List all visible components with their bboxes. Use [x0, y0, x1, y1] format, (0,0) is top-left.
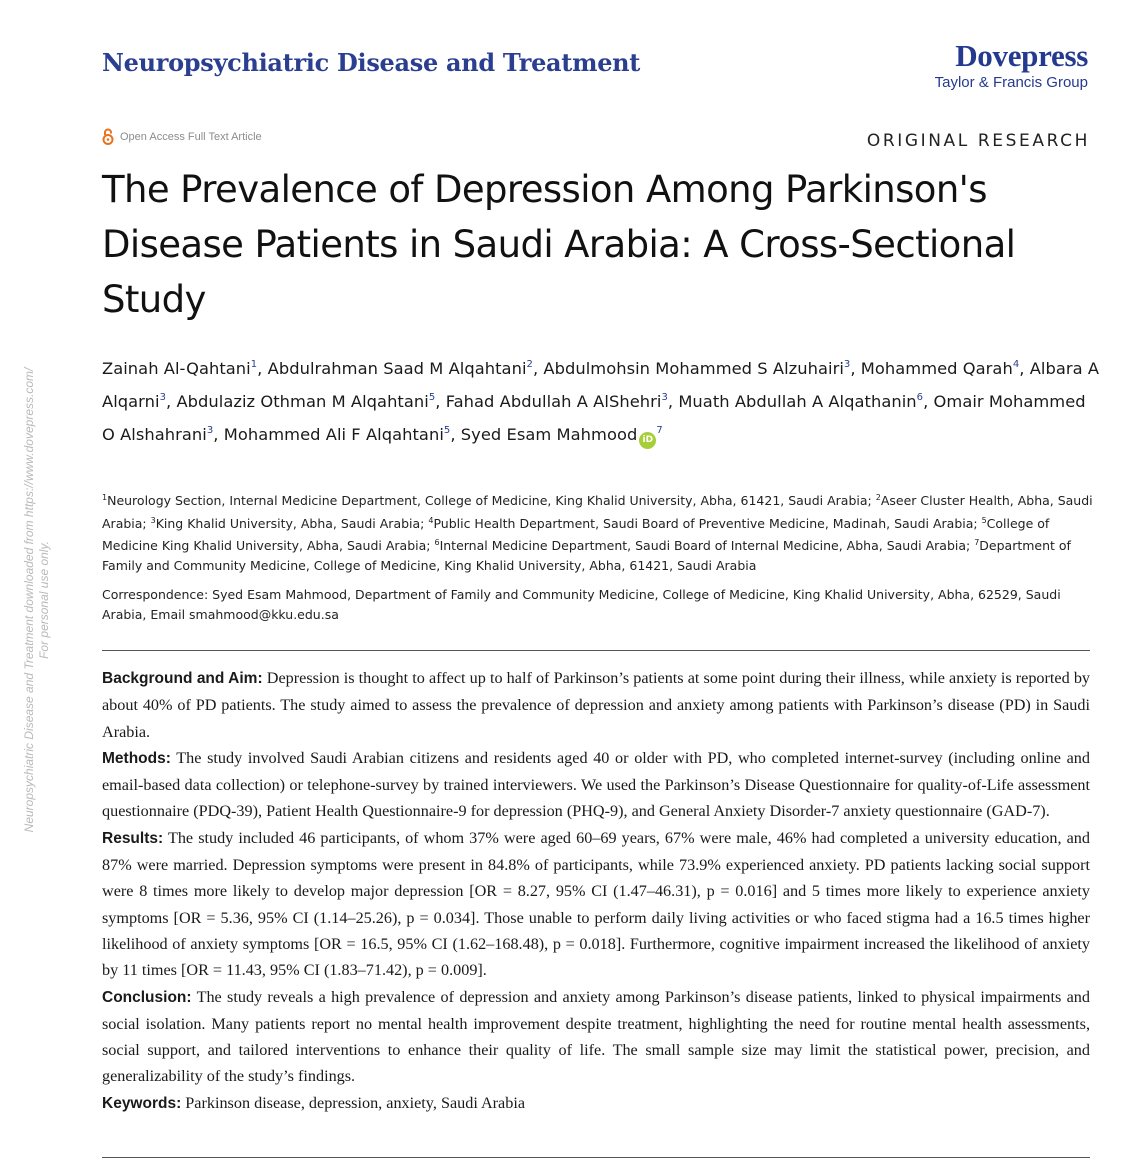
- affiliation-number: 4: [428, 515, 434, 525]
- background-text: Depression is thought to affect up to half of Parkinson’s patients at some point during their illness, while anxiety is reported by about 40% of PD patients. The study aimed to assess the prevalence of depression and anxiety among patients with Parkinson’s disease (PD) in Saudi Arabia.: [102, 669, 1091, 741]
- affiliation-number: 6: [434, 538, 440, 548]
- affiliation-text: Department of Family and Community Medicine, College of Medicine, King Khalid University, Abha, 61421, Saudi Arabia: [102, 538, 1071, 573]
- author-name: Mohammed Qarah: [860, 359, 1013, 378]
- results-heading: Results:: [102, 829, 164, 847]
- author: [176, 392, 435, 411]
- author-name: Zainah Al-Qahtani: [102, 359, 251, 378]
- abstract-keywords: [102, 1090, 1090, 1117]
- author: [543, 359, 850, 378]
- author-name: Abdulaziz Othman M Alqahtani: [176, 392, 429, 411]
- affiliation-marker[interactable]: 3: [206, 425, 214, 436]
- affiliation-marker[interactable]: 7: [656, 425, 663, 436]
- download-watermark: [22, 368, 52, 833]
- author: [102, 359, 257, 378]
- abstract: [102, 665, 1090, 1117]
- affiliation-text: King Khalid University, Abha, Saudi Arabia;: [155, 515, 429, 531]
- watermark-line-1: Neuropsychiatric Disease and Treatment downloaded from https://www.dovepress.com/: [22, 367, 36, 833]
- author: [446, 392, 668, 411]
- author-name: Syed Esam Mahmood: [460, 425, 638, 444]
- affiliation-text: College of Medicine King Khalid University, Abha, Saudi Arabia;: [102, 515, 1050, 554]
- affiliation-text: Neurology Section, Internal Medicine Department, College of Medicine, King Khalid University, Abha, 61421, Saudi Arabia;: [107, 493, 876, 508]
- journal-name: Neuropsychiatric Disease and Treatment: [102, 48, 641, 77]
- author-name: Omair Mohammed O Alshahrani: [102, 392, 1086, 444]
- publisher-group: Taylor & Francis Group: [934, 74, 1088, 91]
- article-category: ORIGINAL RESEARCH: [866, 131, 1090, 151]
- affiliation-marker[interactable]: 2: [526, 359, 533, 370]
- affiliation-marker[interactable]: 3: [661, 392, 668, 403]
- author: [461, 425, 663, 444]
- affiliation-number: 1: [102, 493, 108, 502]
- affiliations: [102, 488, 1102, 575]
- affiliation-text: Aseer Cluster Health, Abha, Saudi Arabia;: [102, 493, 1093, 531]
- watermark-line-2: For personal use only.: [37, 541, 51, 659]
- affiliation-text: Public Health Department, Saudi Board of Preventive Medicine, Madinah, Saudi Arabia;: [433, 515, 982, 531]
- affiliation-number: 2: [875, 493, 881, 502]
- affiliation-number: 5: [981, 515, 987, 525]
- author-name: Albara A Alqarni: [102, 359, 1100, 411]
- affiliation-marker[interactable]: 6: [916, 392, 924, 403]
- abstract-conclusion: [102, 984, 1090, 1090]
- correspondence: Correspondence: Syed Esam Mahmood, Department of Family and Community Medicine, College of Medicine, King Khalid University, Abha, 62529, Saudi Arabia, Email smahmood@kku.edu.sa: [102, 587, 1061, 622]
- divider-top: [102, 650, 1090, 651]
- author: [224, 425, 451, 444]
- orcid-icon[interactable]: iD: [639, 432, 656, 449]
- methods-heading: Methods:: [102, 749, 171, 767]
- affiliation-marker[interactable]: 1: [250, 359, 258, 370]
- open-access-text: Open Access Full Text Article: [120, 130, 262, 143]
- author-name: Muath Abdullah A Alqathanin: [678, 392, 917, 411]
- publisher-name: Dovepress: [955, 38, 1088, 73]
- results-text: The study included 46 participants, of whom 37% were aged 60–69 years, 67% were male, 46% had completed a university education, and 87% were married. Depression symptoms were present in 84.8% of participants, while 73.9% experienced anxiety. PD patients lacking social support were 8 times more likely to develop major depression [OR = 8.27, 95% CI (1.47–46.31), p = 0.016] and 5 times more likely to experience anxiety symptoms [OR = 5.36, 95% CI (1.14–25.26), p = 0.034]. Those unable to perform daily living activities or who faced stigma had a 16.5 times higher likelihood of anxiety symptoms [OR = 16.5, 95% CI (1.62–168.48), p = 0.018]. Furthermore, cognitive impairment increased the likelihood of anxiety by 11 times [OR = 11.43, 95% CI (1.83–71.42), p = 0.009].: [102, 828, 1090, 980]
- affiliation-marker[interactable]: 5: [443, 425, 451, 436]
- open-access-label: [102, 128, 262, 145]
- keywords-heading: Keywords:: [102, 1094, 182, 1112]
- conclusion-heading: Conclusion:: [102, 988, 192, 1006]
- abstract-background: [102, 665, 1090, 745]
- keywords-text: Parkinson disease, depression, anxiety, Saudi Arabia: [181, 1093, 526, 1112]
- affiliation-number: 7: [974, 538, 980, 548]
- open-access-icon: [102, 128, 114, 145]
- author-name: Mohammed Ali F Alqahtani: [223, 425, 444, 444]
- article-title: The Prevalence of Depression Among Parkinson's Disease Patients in Saudi Arabia: A Cross-Sectional Study: [102, 168, 1016, 321]
- affiliation-text: Internal Medicine Department, Saudi Board of Internal Medicine, Abha, Saudi Arabia;: [439, 538, 975, 554]
- abstract-methods: [102, 745, 1090, 825]
- background-heading: Background and Aim:: [102, 670, 263, 687]
- affiliation-marker[interactable]: 5: [428, 392, 436, 403]
- author-name: Abdulrahman Saad M Alqahtani: [267, 359, 527, 378]
- author-name: Abdulmohsin Mohammed S Alzuhairi: [543, 359, 844, 378]
- author: [268, 359, 533, 378]
- abstract-results: [102, 825, 1090, 984]
- author-list: Zainah Al-Qahtani$^1$, Abdulrahman Saad M Alqahtani$^2$, Abdulmohsin Mohammed S Alzuhairi$^3$, Mohammed Qarah$^4$, Albara A Alqarni$^3$, Abdulaziz Othman M Alqahtani$^5$, Fahad Abdullah A AlShehri$^3$, Muath Abdullah A Alqathanin$^6$, Omair Mohammed O Alshahrani$^3$, Mohammed Ali F Alqahtani$^5$, Syed Esam Mahmood $iD^7$: [102, 350, 1102, 449]
- affiliation-number: 3: [150, 515, 156, 525]
- author: [861, 359, 1019, 378]
- author: [678, 392, 923, 411]
- divider-bottom: [102, 1157, 1090, 1158]
- conclusion-text: The study reveals a high prevalence of depression and anxiety among Parkinson’s disease patients, linked to physical impairments and social isolation. Many patients report no mental health improvement despite treatment, highlighting the need for routine mental health assessments, social support, and tailored interventions to enhance their quality of life. The small sample size may limit the statistical power, precision, and generalizability of the study’s findings.: [102, 987, 1090, 1086]
- affiliation-marker[interactable]: 3: [159, 392, 166, 403]
- publisher-logo: [935, 40, 1088, 91]
- author-name: Fahad Abdullah A AlShehri: [445, 392, 662, 411]
- affiliation-marker[interactable]: 4: [1012, 359, 1020, 370]
- methods-text: The study involved Saudi Arabian citizens and residents aged 40 or older with PD, who completed internet-survey (including online and email-based data collection) or telephone-survey by trained interviewers. We used the Parkinson’s Disease Questionnaire for quality-of-Life assessment questionnaire (PDQ-39), Patient Health Questionnaire-9 for depression (PHQ-9), and General Anxiety Disorder-7 anxiety questionnaire (GAD-7).: [102, 748, 1090, 821]
- affiliation-marker[interactable]: 3: [843, 359, 851, 370]
